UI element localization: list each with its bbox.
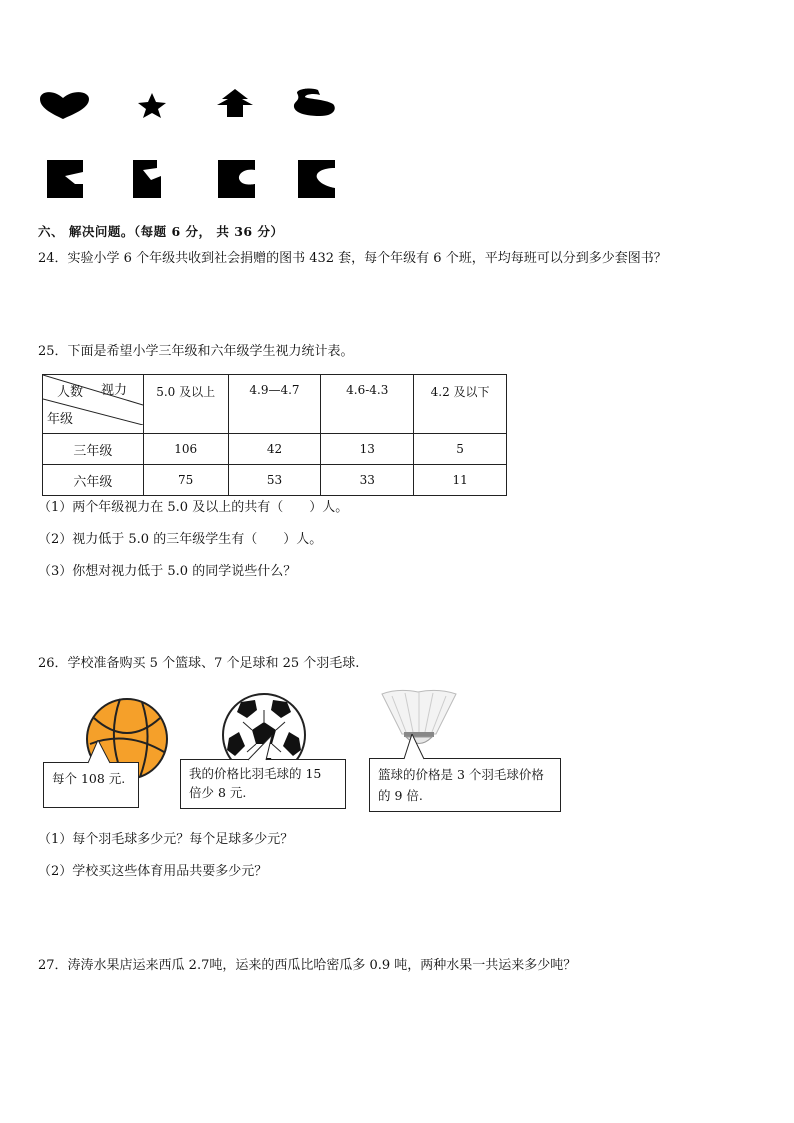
corner-label-count: 人数 [57, 385, 84, 400]
table-cell: 42 [228, 434, 321, 465]
bubble-pointer [84, 740, 114, 764]
question-27: 27．涛涛水果店运来西瓜 2.7吨，运来的西瓜比哈密瓜多 0.9 吨，两种水果一共运来多少吨？ [38, 958, 577, 973]
shuttlecock-price-bubble [369, 758, 561, 812]
bubble-pointer [244, 735, 276, 761]
column-header: 4.9—4.7 [228, 375, 321, 434]
vision-stats-table [42, 374, 507, 496]
row-label: 六年级 [43, 465, 144, 496]
star-shape [138, 93, 166, 118]
section-title: 六、 解决问题。（每题 6 分， 共 36 分） [38, 224, 284, 239]
corner-label-vision: 视力 [101, 383, 128, 398]
block-shape-2 [133, 160, 161, 198]
figure-eight-shape [294, 89, 335, 116]
table-cell: 5 [414, 434, 507, 465]
table-row [43, 465, 507, 496]
question-25-sub3: （3）你想对视力低于 5.0 的同学说些什么？ [38, 564, 297, 579]
column-header: 5.0 及以上 [143, 375, 228, 434]
question-26-sub2: （2）学校买这些体育用品共要多少元？ [38, 864, 268, 879]
column-header: 4.6-4.3 [321, 375, 414, 434]
question-25-sub1: （1）两个年级视力在 5.0 及以上的共有（ ）人。 [38, 500, 349, 515]
table-cell: 75 [143, 465, 228, 496]
heart-shape [40, 92, 89, 119]
table-cell: 53 [228, 465, 321, 496]
table-cell: 11 [414, 465, 507, 496]
question-26: 26．学校准备购买 5 个篮球、7 个足球和 25 个羽毛球. [38, 656, 360, 671]
table-corner-cell [43, 375, 144, 434]
block-shape-3 [218, 160, 255, 198]
question-24: 24．实验小学 6 个年级共收到社会捐赠的图书 432 套，每个年级有 6 个班，平均每班可以分到多少套图书？ [38, 251, 667, 266]
row-label: 三年级 [43, 434, 144, 465]
question-25-sub2: （2）视力低于 5.0 的三年级学生有（ ）人。 [38, 532, 323, 547]
bubble-pointer [398, 734, 428, 760]
question-25: 25．下面是希望小学三年级和六年级学生视力统计表。 [38, 344, 354, 359]
block-shape-1 [47, 160, 83, 198]
column-header: 4.2 及以下 [414, 375, 507, 434]
table-cell: 13 [321, 434, 414, 465]
football-price-text: 我的价格比羽毛球的 15 倍少 8 元. [189, 766, 322, 800]
question-26-sub1: （1）每个羽毛球多少元？每个足球多少元？ [38, 832, 294, 847]
corner-label-grade: 年级 [47, 412, 74, 427]
table-cell: 33 [321, 465, 414, 496]
shapes-top-row [35, 85, 345, 125]
table-row [43, 434, 507, 465]
arrow-up-shape [217, 89, 253, 117]
basketball-price-text: 每个 108 元. [52, 771, 126, 786]
block-shape-4 [298, 160, 335, 198]
shuttlecock-price-text: 篮球的价格是 3 个羽毛球价格的 9 倍. [378, 767, 544, 803]
table-cell: 106 [143, 434, 228, 465]
football-price-bubble [180, 759, 346, 809]
basketball-price-bubble [43, 762, 139, 808]
shapes-bottom-row [45, 158, 345, 200]
